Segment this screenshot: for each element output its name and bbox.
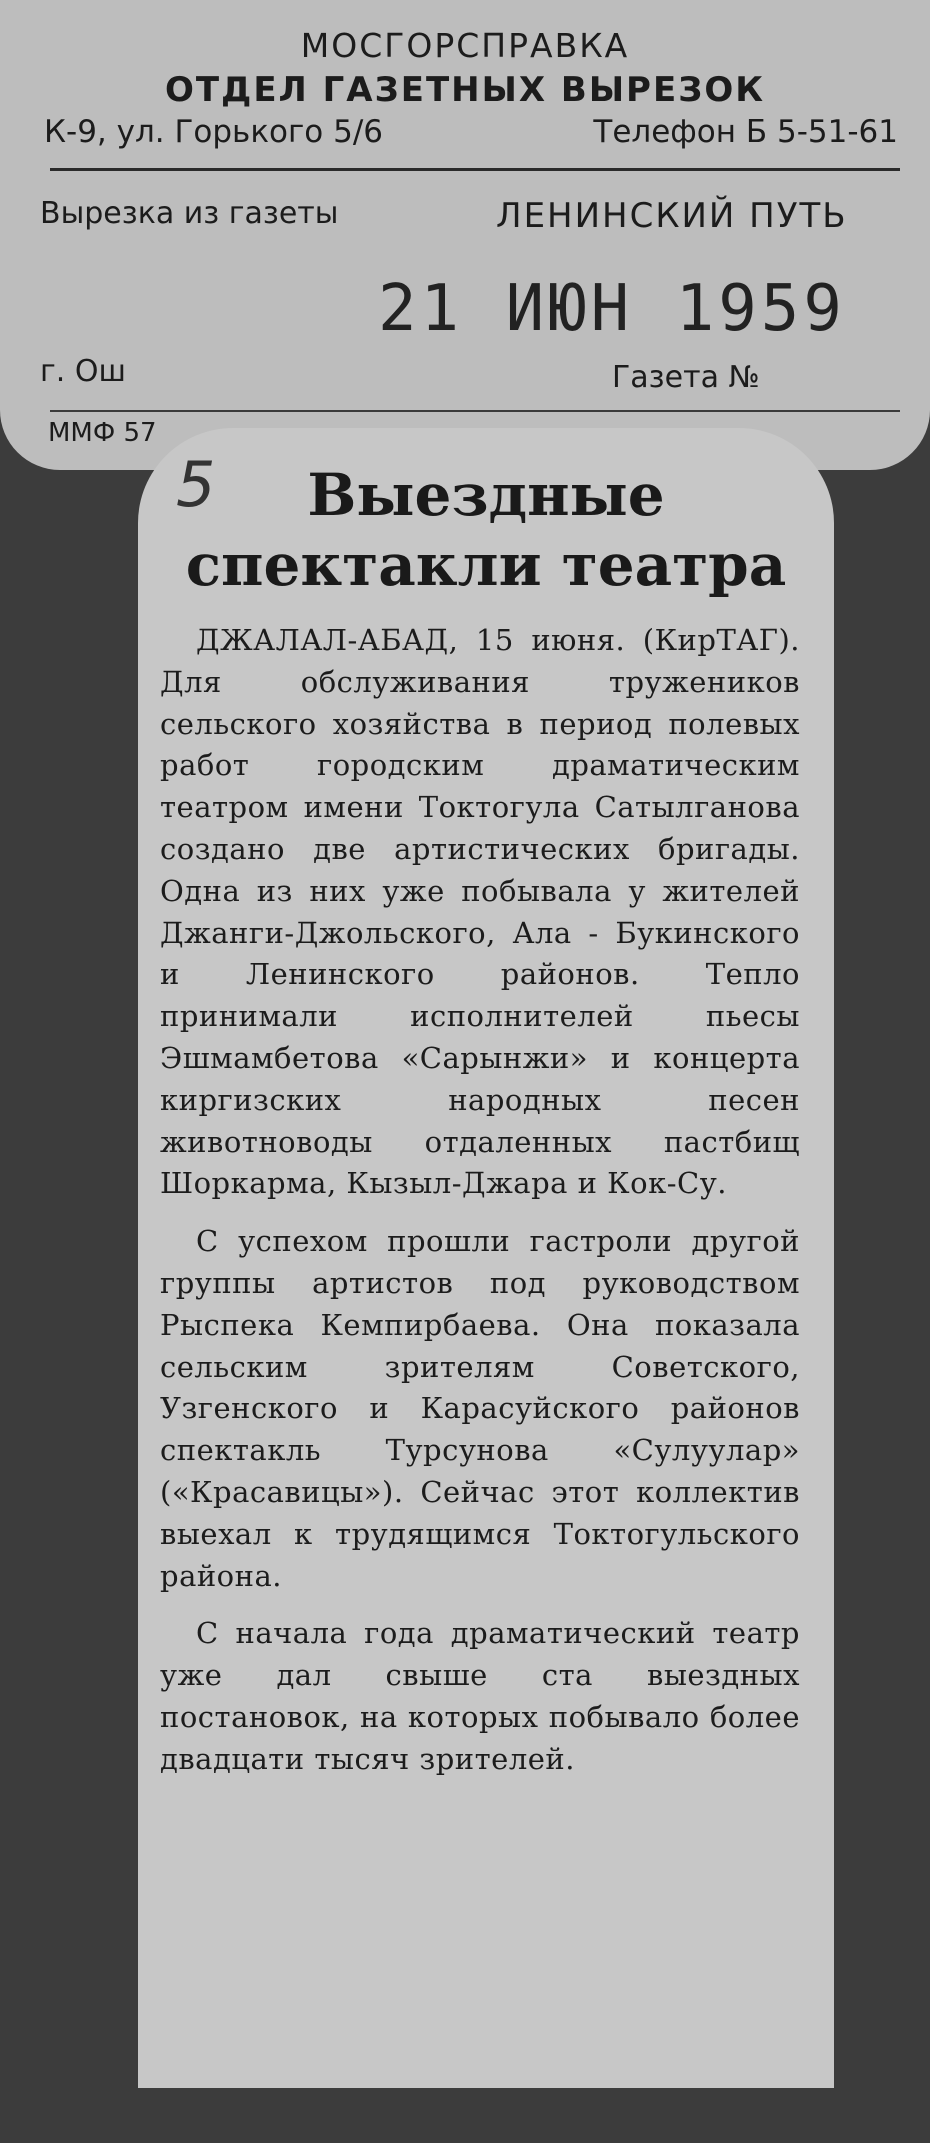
article-paragraph-2: С успехом прошли гастроли другой группы артистов под руководством Рыспека Кемпирбаева. Она показала сельским зрителям Советского, Узгенского и Карасуйского районов спектакль Турсунова «Сулуулар» («Красавицы»). Сейчас этот коллектив выехал к трудящимся Токтогульского района. — [160, 1224, 800, 1593]
handwritten-mark: 5 — [176, 448, 216, 521]
phone: Телефон Б 5-51-61 — [593, 114, 898, 150]
address: К-9, ул. Горького 5/6 — [44, 114, 384, 150]
clip-label: Вырезка из газеты — [40, 196, 339, 231]
article-paragraph-1: ДЖАЛАЛ-АБАД, 15 июня. (КирТАГ). Для обслуживания тружеников сельского хозяйства в период полевых работ городским драматическим театром имени Токтогула Сатылганова создано две артистических бригады. Одна из них уже побывала у жителей Джанги-Джольского, Ала - Букинского и Ленинского районов. Тепло принимали исполнителей пьесы Эшмамбетова «Сарынжи» и концерта киргизских народных песен животноводы отдаленных пастбищ Шоркарма, Кызыл-Джара и Кок-Су. — [160, 623, 800, 1201]
form-code: ММФ 57 — [48, 418, 157, 448]
issue-label: Газета № — [612, 360, 760, 395]
article-paragraph-3: С начала года драматический театр уже дал свыше ста выездных постановок, на которых побывало более двадцати тысяч зрителей. — [160, 1616, 800, 1776]
article-headline: Выездные спектакли театра — [185, 461, 787, 599]
clipping-header-slip — [0, 0, 930, 470]
header-rule — [50, 168, 900, 171]
org-name: МОСГОРСПРАВКА — [300, 26, 630, 65]
date-stamp: 21 ИЮН 1959 — [378, 272, 846, 346]
department-name: ОТДЕЛ ГАЗЕТНЫХ ВЫРЕЗОК — [164, 70, 766, 110]
city-label: г. Ош — [40, 354, 126, 389]
article-body — [160, 620, 800, 1797]
header-bottom-rule — [50, 410, 900, 412]
newspaper-name: ЛЕНИНСКИЙ ПУТЬ — [496, 196, 848, 236]
